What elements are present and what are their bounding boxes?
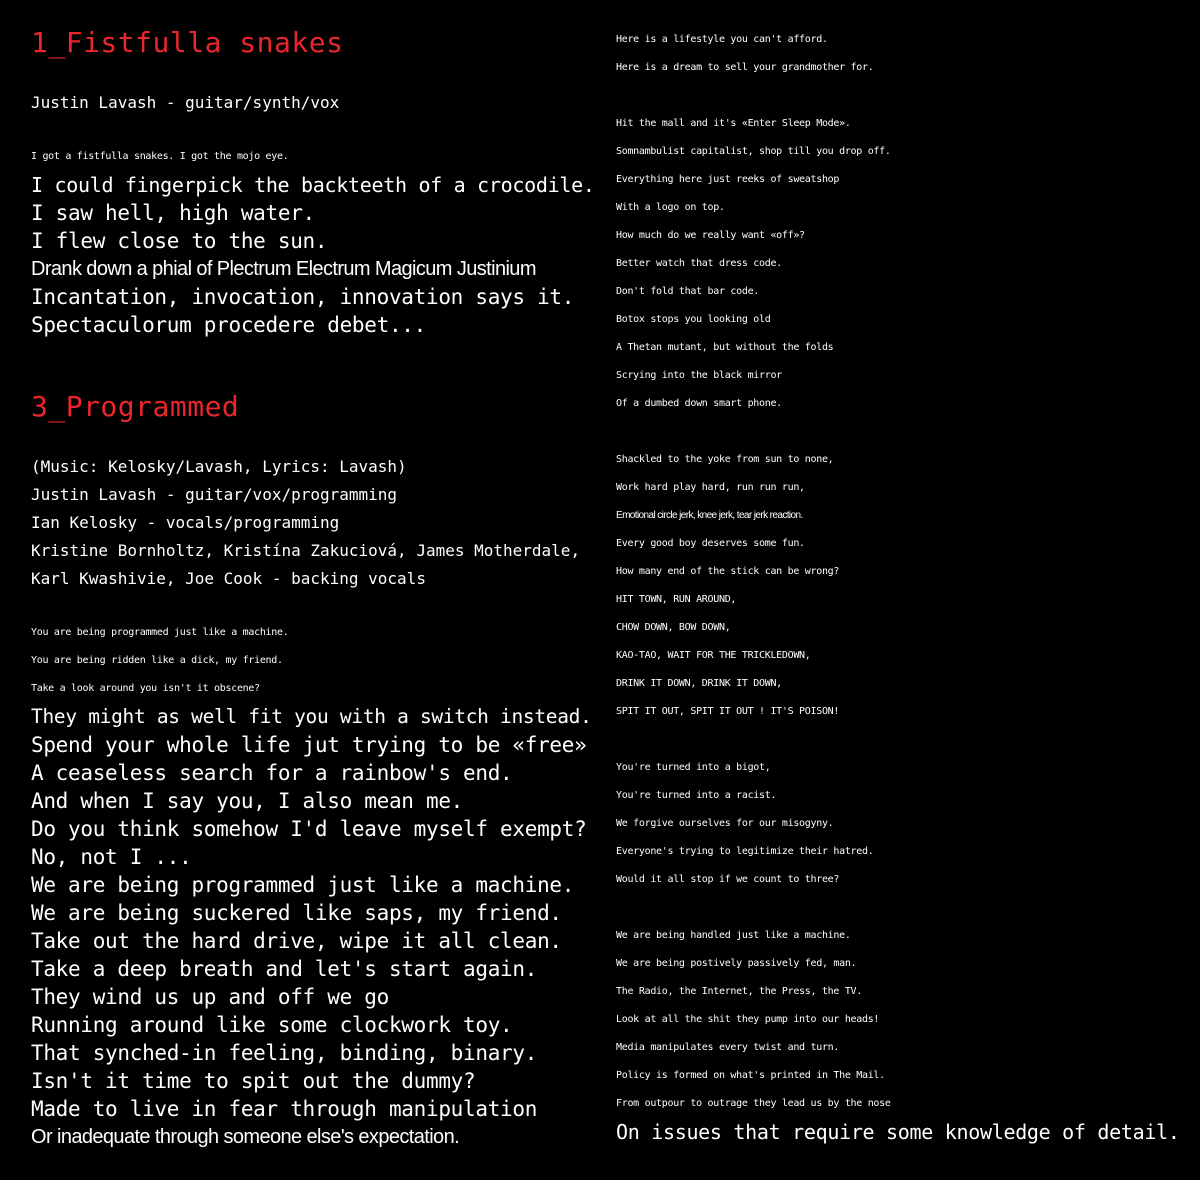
lyric-line: The Radio, the Internet, the Press, the TV. <box>616 986 862 997</box>
song-title-fistfulla-snakes: 1_Fistfulla snakes <box>31 26 344 59</box>
lyric-line: A ceaseless search for a rainbow's end. <box>31 761 513 785</box>
lyric-line: With a logo on top. <box>616 202 725 213</box>
lyric-line: We are being suckered like saps, my friend. <box>31 901 562 925</box>
lyric-line: HIT TOWN, RUN AROUND, <box>616 594 737 605</box>
lyric-line: Incantation, invocation, innovation says it. <box>31 285 575 309</box>
stanza-gap <box>616 894 1180 922</box>
lyric-line: SPIT IT OUT, SPIT IT OUT ! IT'S POISON! <box>616 706 840 717</box>
lyric-line: No, not I ... <box>31 845 192 869</box>
lyric-line: Emotional circle jerk, knee jerk, tear jerk reaction. <box>616 510 803 521</box>
credit-line: Justin Lavash - guitar/vox/programming <box>31 485 398 504</box>
song1-lyrics <box>31 143 595 339</box>
lyric-line: You are being ridden like a dick, my friend. <box>31 655 283 666</box>
lyric-line: On issues that require some knowledge of detail. <box>616 1120 1180 1144</box>
lyric-line: Would it all stop if we count to three? <box>616 874 840 885</box>
lyric-line: I saw hell, high water. <box>31 201 315 225</box>
lyric-line: How much do we really want «off»? <box>616 230 805 241</box>
lyric-line: Better watch that dress code. <box>616 258 782 269</box>
lyric-line: Every good boy deserves some fun. <box>616 538 805 549</box>
lyric-line: I could fingerpick the backteeth of a crocodile. <box>31 173 595 197</box>
lyric-line: Of a dumbed down smart phone. <box>616 398 782 409</box>
song3-lyrics-continued <box>616 26 1180 1146</box>
stanza-gap <box>616 418 1180 446</box>
lyric-line: Drank down a phial of Plectrum Electrum Magicum Justinium <box>31 258 536 280</box>
song3-credits <box>31 453 580 593</box>
lyric-line: I flew close to the sun. <box>31 229 328 253</box>
lyric-line: A Thetan mutant, but without the folds <box>616 342 834 353</box>
lyric-line: You're turned into a racist. <box>616 790 777 801</box>
lyric-line: Take a deep breath and let's start again. <box>31 957 538 981</box>
lyric-line: Don't fold that bar code. <box>616 286 760 297</box>
lyric-line: DRINK IT DOWN, DRINK IT DOWN, <box>616 678 782 689</box>
lyric-line: Running around like some clockwork toy. <box>31 1013 513 1037</box>
stanza-gap <box>616 82 1180 110</box>
lyric-line: Here is a lifestyle you can't afford. <box>616 34 828 45</box>
lyric-line: KAO-TAO, WAIT FOR THE TRICKLEDOWN, <box>616 650 811 661</box>
lyric-line: You're turned into a bigot, <box>616 762 771 773</box>
lyric-line: From outpour to outrage they lead us by the nose <box>616 1098 891 1109</box>
lyric-line: CHOW DOWN, BOW DOWN, <box>616 622 731 633</box>
lyric-line: We are being handled just like a machine. <box>616 930 851 941</box>
lyric-line: Work hard play hard, run run run, <box>616 482 805 493</box>
stanza-gap <box>616 726 1180 754</box>
lyric-line: Policy is formed on what's printed in The Mail. <box>616 1070 885 1081</box>
lyric-line: How many end of the stick can be wrong? <box>616 566 840 577</box>
lyric-line: Or inadequate through someone else's expectation. <box>31 1126 460 1148</box>
lyric-line: Scrying into the black mirror <box>616 370 782 381</box>
credit-line: Justin Lavash - guitar/synth/vox <box>31 93 340 112</box>
credit-line: Kristine Bornholtz, Kristína Zakuciová, James Motherdale, <box>31 541 581 560</box>
lyric-line: Here is a dream to sell your grandmother for. <box>616 62 874 73</box>
lyric-line: We forgive ourselves for our misogyny. <box>616 818 834 829</box>
lyric-line: Look at all the shit they pump into our heads! <box>616 1014 880 1025</box>
song3-lyrics <box>31 619 592 1151</box>
credit-line: Karl Kwashivie, Joe Cook - backing vocals <box>31 569 426 588</box>
lyric-line: We are being postively passively fed, man. <box>616 958 857 969</box>
lyric-line: Everyone's trying to legitimize their hatred. <box>616 846 874 857</box>
lyric-line: Somnambulist capitalist, shop till you drop off. <box>616 146 891 157</box>
lyric-line: Isn't it time to spit out the dummy? <box>31 1069 476 1093</box>
lyric-line: That synched-in feeling, binding, binary. <box>31 1041 538 1065</box>
lyric-line: Take a look around you isn't it obscene? <box>31 683 260 694</box>
lyric-line: Spend your whole life jut trying to be «free» <box>31 733 587 757</box>
lyric-line: Do you think somehow I'd leave myself exempt? <box>31 817 587 841</box>
song1-credits <box>31 89 339 117</box>
lyric-line: I got a fistfulla snakes. I got the mojo eye. <box>31 151 289 162</box>
lyric-line: And when I say you, I also mean me. <box>31 789 464 813</box>
lyric-line: We are being programmed just like a machine. <box>31 873 575 897</box>
lyric-line: Made to live in fear through manipulation <box>31 1097 538 1121</box>
credit-line: Ian Kelosky - vocals/programming <box>31 513 340 532</box>
lyric-line: Spectaculorum procedere debet... <box>31 313 426 337</box>
lyric-line: Everything here just reeks of sweatshop <box>616 174 840 185</box>
lyric-line: They might as well fit you with a switch instead. <box>31 705 592 728</box>
song-title-programmed: 3_Programmed <box>31 390 240 423</box>
lyric-line: Botox stops you looking old <box>616 314 771 325</box>
lyric-line: Take out the hard drive, wipe it all clean. <box>31 929 562 953</box>
credit-line: (Music: Kelosky/Lavash, Lyrics: Lavash) <box>31 457 407 476</box>
lyric-line: They wind us up and off we go <box>31 985 389 1009</box>
lyric-line: Hit the mall and it's «Enter Sleep Mode». <box>616 118 851 129</box>
lyric-line: Shackled to the yoke from sun to none, <box>616 454 834 465</box>
lyric-line: Media manipulates every twist and turn. <box>616 1042 840 1053</box>
lyric-line: You are being programmed just like a machine. <box>31 627 289 638</box>
